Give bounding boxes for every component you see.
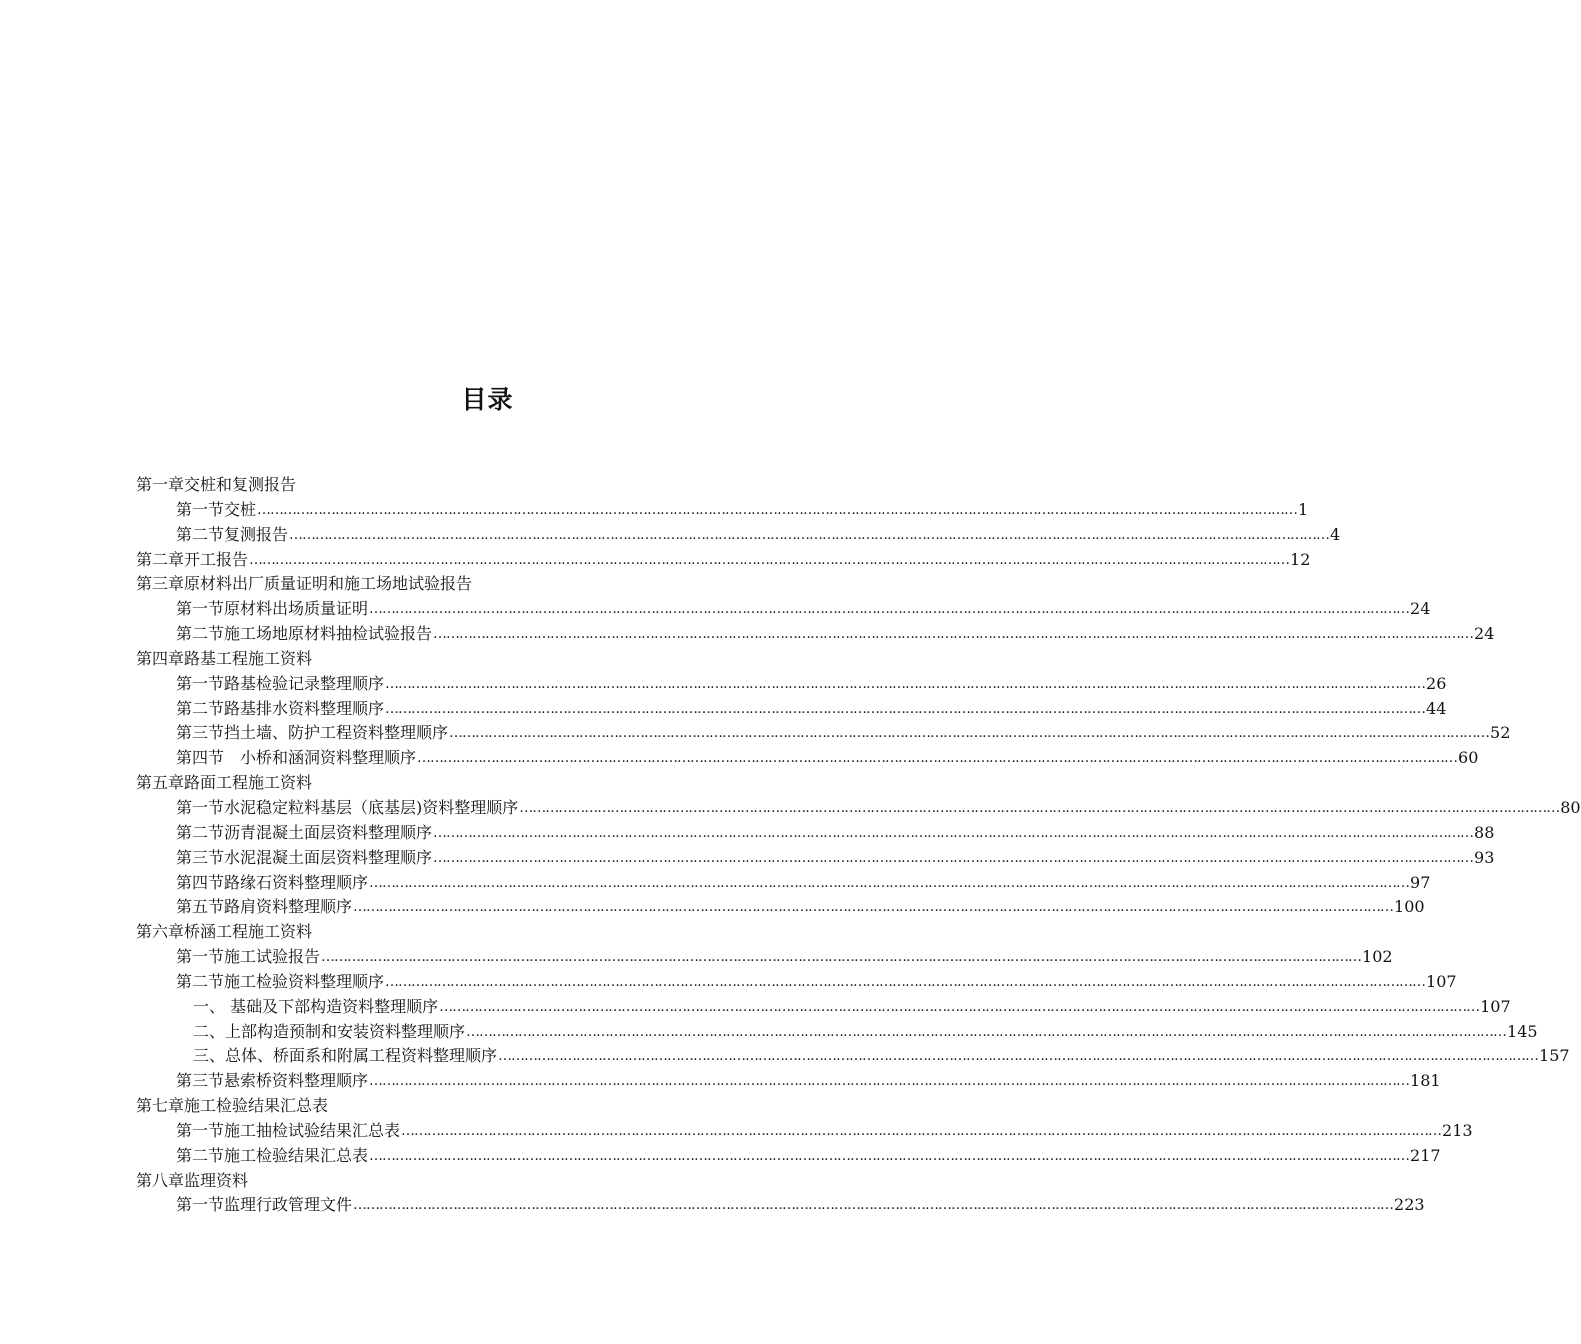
toc-page-number: 26 <box>1426 673 1447 693</box>
toc-entry-label: 第一节水泥稳定粒料基层（底基层)资料整理顺序 <box>176 797 519 817</box>
toc-section-entry[interactable] <box>136 945 1393 970</box>
toc-section-entry[interactable] <box>136 672 1447 697</box>
table-of-contents <box>136 473 1581 1218</box>
toc-section-entry[interactable] <box>136 1044 1570 1069</box>
toc-entry-label: 第二节施工检验资料整理顺序 <box>176 971 385 991</box>
toc-page-number: 145 <box>1507 1021 1538 1041</box>
toc-entry-label: 第一节路基检验记录整理顺序 <box>176 673 385 693</box>
toc-leader-dots: …………………………………………………………………………………………………………………………………………………………………………………………………………………… <box>353 1197 1394 1214</box>
toc-section-entry[interactable] <box>136 622 1495 647</box>
toc-entry-label: 第一节交桩 <box>176 499 257 519</box>
toc-entry-label: 第二章开工报告 <box>136 549 249 569</box>
toc-leader-dots: …………………………………………………………………………………………………………………………………………………………………………………………………………………… <box>439 998 1480 1015</box>
toc-leader-dots: …………………………………………………………………………………………………………………………………………………………………………………………………………………… <box>498 1048 1539 1065</box>
toc-section-entry[interactable] <box>136 1020 1538 1045</box>
toc-entry-label: 第二节复测报告 <box>176 524 289 544</box>
toc-section-entry[interactable] <box>136 746 1479 771</box>
toc-entry-label: 第三章原材料出厂质量证明和施工场地试验报告 <box>136 574 473 594</box>
toc-title: 目录 <box>461 385 514 414</box>
toc-entry-label: 第一节施工试验报告 <box>176 947 321 967</box>
toc-leader-dots: …………………………………………………………………………………………………………………………………………………………………………………………………………………… <box>369 1147 1410 1164</box>
toc-entry-label: 第二节施工检验结果汇总表 <box>176 1145 369 1165</box>
toc-section-entry[interactable] <box>136 523 1341 548</box>
toc-section-entry[interactable] <box>136 846 1495 871</box>
toc-page-number: 217 <box>1410 1145 1441 1165</box>
toc-leader-dots: …………………………………………………………………………………………………………………………………………………………………………………………………………………… <box>369 601 1410 618</box>
toc-page-number: 93 <box>1474 847 1495 867</box>
toc-leader-dots: …………………………………………………………………………………………………………………………………………………………………………………………………………………… <box>353 899 1394 916</box>
toc-section-entry[interactable] <box>136 970 1457 995</box>
toc-leader-dots: …………………………………………………………………………………………………………………………………………………………………………………………………………………… <box>466 1023 1507 1040</box>
toc-page-number: 88 <box>1474 822 1495 842</box>
toc-entry-label: 二、上部构造预制和安装资料整理顺序 <box>193 1021 466 1041</box>
toc-leader-dots: …………………………………………………………………………………………………………………………………………………………………………………………………………………… <box>369 874 1410 891</box>
toc-page-number: 97 <box>1410 872 1431 892</box>
toc-leader-dots: …………………………………………………………………………………………………………………………………………………………………………………………………………………… <box>417 750 1458 767</box>
toc-page-number: 52 <box>1490 723 1511 743</box>
toc-leader-dots: …………………………………………………………………………………………………………………………………………………………………………………………………………………… <box>369 1073 1410 1090</box>
toc-chapter-entry[interactable] <box>136 548 1311 573</box>
toc-entry-label: 第四节路缘石资料整理顺序 <box>176 872 369 892</box>
toc-page-number: 4 <box>1330 524 1341 544</box>
toc-leader-dots: …………………………………………………………………………………………………………………………………………………………………………………………………………………… <box>449 725 1490 742</box>
toc-leader-dots: …………………………………………………………………………………………………………………………………………………………………………………………………………………… <box>321 949 1362 966</box>
toc-page-number: 44 <box>1426 698 1447 718</box>
toc-page-number: 1 <box>1298 499 1309 519</box>
toc-chapter-entry[interactable] <box>136 920 838 945</box>
toc-entry-label: 第三节水泥混凝土面层资料整理顺序 <box>176 847 433 867</box>
toc-section-entry[interactable] <box>136 1119 1473 1144</box>
toc-leader-dots: …………………………………………………………………………………………………………………………………………………………………………………………………………………… <box>433 626 1474 643</box>
toc-entry-label: 一、 基础及下部构造资料整理顺序 <box>193 996 439 1016</box>
toc-leader-dots: …………………………………………………………………………………………………………………………………………………………………………………………………………………… <box>401 1122 1442 1139</box>
toc-section-entry[interactable] <box>136 697 1447 722</box>
toc-entry-label: 第八章监理资料 <box>136 1170 249 1190</box>
toc-section-entry[interactable] <box>136 498 1309 523</box>
toc-leader-dots: …………………………………………………………………………………………………………………………………………………………………………………………………………………… <box>519 799 1560 816</box>
toc-page-number: 60 <box>1458 748 1479 768</box>
toc-page-number: 223 <box>1394 1195 1425 1215</box>
toc-leader-dots: …………………………………………………………………………………………………………………………………………………………………………………………………………………… <box>385 973 1426 990</box>
toc-entry-label: 三、总体、桥面系和附属工程资料整理顺序 <box>193 1046 498 1066</box>
toc-page-number: 12 <box>1290 549 1311 569</box>
toc-section-entry[interactable] <box>136 796 1581 821</box>
toc-section-entry[interactable] <box>136 821 1495 846</box>
toc-section-entry[interactable] <box>136 1069 1441 1094</box>
toc-section-entry[interactable] <box>136 871 1431 896</box>
toc-leader-dots: …………………………………………………………………………………………………………………………………………………………………………………………………………………… <box>249 551 1290 568</box>
toc-leader-dots: …………………………………………………………………………………………………………………………………………………………………………………………………………………… <box>433 849 1474 866</box>
toc-section-entry[interactable] <box>136 895 1425 920</box>
toc-entry-label: 第四章路基工程施工资料 <box>136 648 313 668</box>
toc-leader-dots: …………………………………………………………………………………………………………………………………………………………………………………………………………………… <box>385 675 1426 692</box>
toc-chapter-entry[interactable] <box>136 473 838 498</box>
toc-entry-label: 第七章施工检验结果汇总表 <box>136 1096 329 1116</box>
toc-entry-label: 第五节路肩资料整理顺序 <box>176 897 353 917</box>
toc-entry-label: 第三节挡土墙、防护工程资料整理顺序 <box>176 723 449 743</box>
toc-chapter-entry[interactable] <box>136 771 838 796</box>
toc-entry-label: 第六章桥涵工程施工资料 <box>136 922 313 942</box>
toc-leader-dots: …………………………………………………………………………………………………………………………………………………………………………………………………………………… <box>289 526 1330 543</box>
toc-entry-label: 第二节沥青混凝土面层资料整理顺序 <box>176 822 433 842</box>
toc-page-number: 213 <box>1442 1120 1473 1140</box>
toc-entry-label: 第一章交桩和复测报告 <box>136 475 297 494</box>
toc-entry-label: 第五章路面工程施工资料 <box>136 773 313 793</box>
toc-page-number: 181 <box>1410 1071 1441 1091</box>
toc-section-entry[interactable] <box>136 1144 1441 1169</box>
toc-page-number: 107 <box>1426 971 1457 991</box>
toc-page-number: 24 <box>1410 599 1431 619</box>
toc-section-entry[interactable] <box>136 995 1511 1020</box>
toc-page-number: 80 <box>1560 797 1581 817</box>
toc-section-entry[interactable] <box>136 597 1431 622</box>
toc-entry-label: 第二节路基排水资料整理顺序 <box>176 698 385 718</box>
toc-section-entry[interactable] <box>136 1193 1425 1218</box>
toc-leader-dots: …………………………………………………………………………………………………………………………………………………………………………………………………………………… <box>385 700 1426 717</box>
toc-entry-label: 第三节悬索桥资料整理顺序 <box>176 1071 369 1091</box>
toc-chapter-entry[interactable] <box>136 1169 838 1194</box>
toc-chapter-entry[interactable] <box>136 1094 838 1119</box>
toc-page-number: 100 <box>1394 897 1425 917</box>
toc-leader-dots: …………………………………………………………………………………………………………………………………………………………………………………………………………………… <box>257 501 1298 518</box>
toc-section-entry[interactable] <box>136 721 1511 746</box>
toc-entry-label: 第一节原材料出场质量证明 <box>176 599 369 619</box>
toc-entry-label: 第一节监理行政管理文件 <box>176 1195 353 1215</box>
toc-page-number: 157 <box>1539 1046 1570 1066</box>
toc-page-number: 102 <box>1362 947 1393 967</box>
toc-leader-dots: …………………………………………………………………………………………………………………………………………………………………………………………………………………… <box>433 824 1474 841</box>
toc-entry-label: 第四节 小桥和涵洞资料整理顺序 <box>176 748 417 768</box>
toc-chapter-entry[interactable] <box>136 647 838 672</box>
toc-entry-label: 第一节施工抽检试验结果汇总表 <box>176 1120 401 1140</box>
toc-page-number: 107 <box>1480 996 1511 1016</box>
toc-chapter-entry[interactable] <box>136 572 838 597</box>
toc-page-number: 24 <box>1474 624 1495 644</box>
toc-entry-label: 第二节施工场地原材料抽检试验报告 <box>176 624 433 644</box>
